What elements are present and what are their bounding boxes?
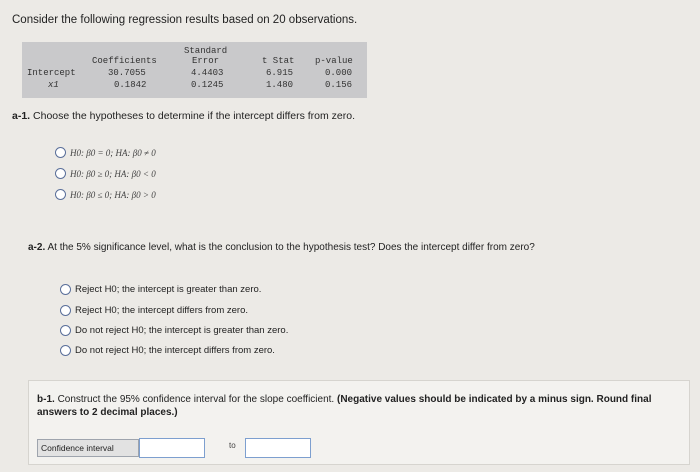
question-a1-text: Choose the hypotheses to determine if the intercept differs from zero. [33,110,355,122]
ci-lower-input[interactable] [139,438,205,458]
cell-x1-coef: 0.1842 [114,80,147,90]
a2-option-3-label: Do not reject H0; the intercept is greater than zero. [75,325,289,336]
header-standard: Standard [184,46,228,56]
radio-icon[interactable] [55,147,66,158]
question-a2 [28,242,535,253]
ci-upper-input[interactable] [245,438,311,458]
radio-icon[interactable] [60,284,71,295]
radio-icon[interactable] [60,305,71,316]
a2-option-3[interactable] [60,325,288,336]
cell-x1-t: 1.480 [266,80,294,90]
a2-option-2-label: Reject H0; the intercept differs from zero. [75,305,249,316]
a2-option-1-label: Reject H0; the intercept is greater than zero. [75,284,262,295]
row-label-intercept: Intercept [27,68,76,78]
a1-option-1-label: H0: β0 = 0; HA: β0 ≠ 0 [70,147,156,158]
question-a2-text: At the 5% significance level, what is the conclusion to the hypothesis test? Does the intercept differ from zero? [47,242,535,253]
a1-option-3[interactable] [55,189,156,200]
confidence-interval-label: Confidence interval [37,439,139,457]
header-p-value: p-value [315,56,353,66]
question-b1-instruction: (Negative values should be indicated by a minus sign. Round final answers to 2 decimal places.) [37,394,652,418]
question-a2-number: a-2. [28,242,46,253]
question-b1-text: Construct the 95% confidence interval for the slope coefficient. [57,394,335,405]
a1-option-2-label: H0: β0 ≥ 0; HA: β0 < 0 [70,168,156,179]
row-label-x1: x1 [48,80,59,90]
a1-option-1[interactable] [55,147,156,158]
radio-icon[interactable] [60,345,71,356]
a2-option-4-label: Do not reject H0; the intercept differs from zero. [75,345,275,356]
question-a1 [12,110,355,122]
question-b1-panel [28,380,690,465]
a2-option-4[interactable] [60,345,275,356]
radio-icon[interactable] [55,189,66,200]
question-b1 [37,393,681,419]
header-coefficients: Coefficients [92,56,157,66]
cell-x1-se: 0.1245 [191,80,224,90]
question-a1-number: a-1. [12,110,31,122]
cell-x1-p: 0.156 [325,80,353,90]
cell-intercept-se: 4.4403 [191,68,224,78]
question-b1-number: b-1. [37,394,55,405]
intro-text: Consider the following regression results based on 20 observations. [12,14,358,26]
header-error: Error [192,56,220,66]
ci-to-label: to [229,441,236,450]
a1-option-3-label: H0: β0 ≤ 0; HA: β0 > 0 [70,189,156,200]
radio-icon[interactable] [60,325,71,336]
a1-option-2[interactable] [55,168,156,179]
cell-intercept-coef: 30.7055 [108,68,146,78]
a2-option-1[interactable] [60,284,261,295]
a2-option-2[interactable] [60,305,248,316]
header-t-stat: t Stat [262,56,295,66]
cell-intercept-t: 6.915 [266,68,294,78]
cell-intercept-p: 0.000 [325,68,353,78]
radio-icon[interactable] [55,168,66,179]
